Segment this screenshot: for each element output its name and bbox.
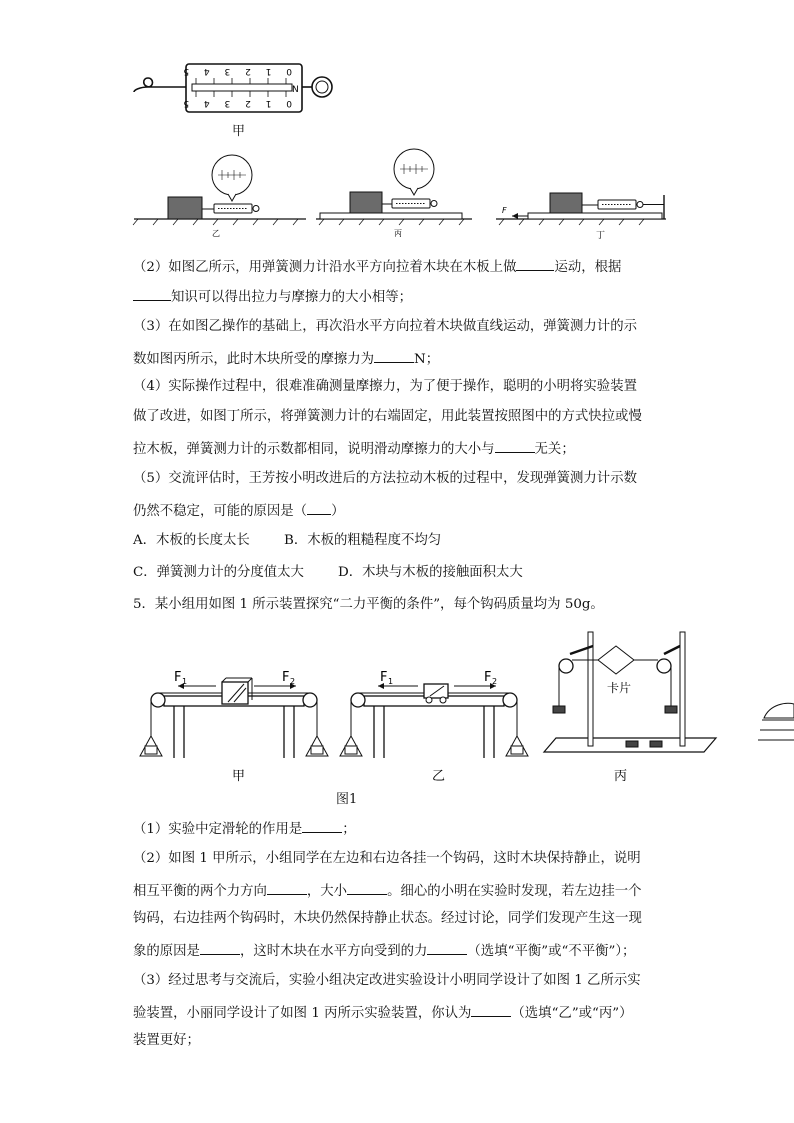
- fig1-label-bing: 丙: [614, 769, 628, 784]
- q5-part2-line1: （2）如图 1 甲所示，小组同学在左边和右边各挂一个钩码，这时木块保持静止，说明: [133, 851, 641, 866]
- fig-label-ding: 丁: [596, 231, 606, 240]
- answer-blank[interactable]: [267, 880, 307, 895]
- q5-part2-line2: 相互平衡的两个力方向 ，大小 。细心的小明在实验时发现，若左边挂一个: [133, 880, 642, 901]
- figure-1-bing: [544, 632, 716, 752]
- force-label-f: F: [502, 206, 507, 215]
- option-b[interactable]: B．木板的粗糙程度不均匀: [284, 533, 442, 548]
- option-d[interactable]: D．木块与木板的接触面积太大: [338, 565, 523, 580]
- q5-part3-line1: （3）经过思考与交流后，实验小组决定改进实验设计小明同学设计了如图 1 乙所示实: [133, 973, 641, 988]
- force-f1: F: [174, 670, 182, 685]
- scale-unit: N: [292, 85, 299, 95]
- figure-caption: 图1: [336, 792, 358, 807]
- answer-blank[interactable]: [516, 256, 554, 271]
- figure-ding: [496, 193, 666, 225]
- scale-digits-bottom: 0 1 2 3 4 5: [177, 98, 292, 108]
- card-label: 卡片: [607, 681, 632, 695]
- q5-part3-line2: 验装置，小丽同学设计了如图 1 丙所示实验装置，你认为 （选填“乙”或“丙”）: [133, 1002, 633, 1023]
- option-c[interactable]: C．弹簧测力计的分度值太大: [133, 565, 304, 580]
- scale-digits-top: 0 1 2 3 4 5: [177, 66, 292, 76]
- fig-label-bing: 丙: [394, 229, 402, 238]
- force-f1: F: [380, 670, 388, 685]
- q4-part5-line2: 仍然不稳定，可能的原因是（ ）: [133, 500, 344, 521]
- fig-label-yi: 乙: [212, 229, 220, 238]
- fig-label-jia: 甲: [232, 124, 246, 139]
- force-f2: F: [484, 670, 492, 685]
- q4-part4-line1: （4）实际操作过程中，很难准确测量摩擦力，为了便于操作，聪明的小明将实验装置: [133, 379, 637, 394]
- force-f2-sub: 2: [290, 677, 296, 686]
- q4-part4-line2: 做了改进，如图丁所示，将弹簧测力计的右端固定，用此装置按照图中的方式快拉或慢: [133, 409, 642, 424]
- answer-blank[interactable]: [374, 348, 414, 363]
- answer-blank[interactable]: [471, 1002, 511, 1017]
- answer-blank[interactable]: [133, 286, 171, 301]
- answer-blank[interactable]: [495, 438, 535, 453]
- force-f1-sub: 1: [182, 677, 188, 686]
- answer-blank[interactable]: [307, 500, 331, 515]
- q4-part5-line1: （5）交流评估时，王芳按小明改进后的方法拉动木板的过程中，发现弹簧测力计示数: [133, 471, 637, 486]
- fig1-label-jia: 甲: [232, 769, 246, 784]
- force-f2: F: [282, 670, 290, 685]
- force-f2-sub: 2: [492, 677, 498, 686]
- figure-1-jia: [140, 670, 328, 758]
- q4-part2-line1: （2）如图乙所示，用弹簧测力计沿水平方向拉着木块在木板上做 运动，根据: [133, 256, 621, 277]
- friction-figures: [128, 145, 668, 240]
- q4-part4-line3: 拉木板，弹簧测力计的示数都相同，说明滑动摩擦力的大小与 无关；: [133, 438, 575, 459]
- q4-part3-line2: 数如图丙所示，此时木块所受的摩擦力为 N；: [133, 348, 439, 369]
- force-f1-sub: 1: [388, 677, 394, 686]
- q5-stem: 5．某小组用如图 1 所示装置探究“二力平衡的条件”，每个钩码质量均为 50g。: [133, 597, 604, 612]
- answer-blank[interactable]: [302, 818, 342, 833]
- q5-part3-line3: 装置更好；: [133, 1033, 200, 1048]
- option-a[interactable]: A．木板的长度太长: [133, 533, 250, 548]
- fig1-label-yi: 乙: [432, 769, 446, 784]
- q5-part2-line3: 钩码，右边挂两个钩码时，木块仍然保持静止状态。经过讨论，同学们发现产生这一现: [133, 911, 642, 926]
- balance-figures: [128, 624, 728, 784]
- page-edge-mark: [756, 696, 794, 744]
- q5-part2-line4: 象的原因是 ，这时木块在水平方向受到的力 （选填“平衡”或“不平衡”）；: [133, 940, 635, 961]
- figure-yi: [133, 155, 306, 225]
- answer-blank[interactable]: [427, 940, 467, 955]
- spring-scale-figure: [128, 56, 338, 118]
- answer-blank[interactable]: [347, 880, 387, 895]
- q4-part2-line2: 知识可以得出拉力与摩擦力的大小相等；: [133, 286, 412, 307]
- answer-blank[interactable]: [200, 940, 240, 955]
- q5-part1: （1）实验中定滑轮的作用是 ；: [133, 818, 356, 839]
- q4-part3-line1: （3）在如图乙操作的基础上，再次沿水平方向拉着木块做直线运动，弹簧测力计的示: [133, 319, 637, 334]
- figure-bing: [316, 149, 472, 225]
- figure-1-yi: [340, 670, 528, 758]
